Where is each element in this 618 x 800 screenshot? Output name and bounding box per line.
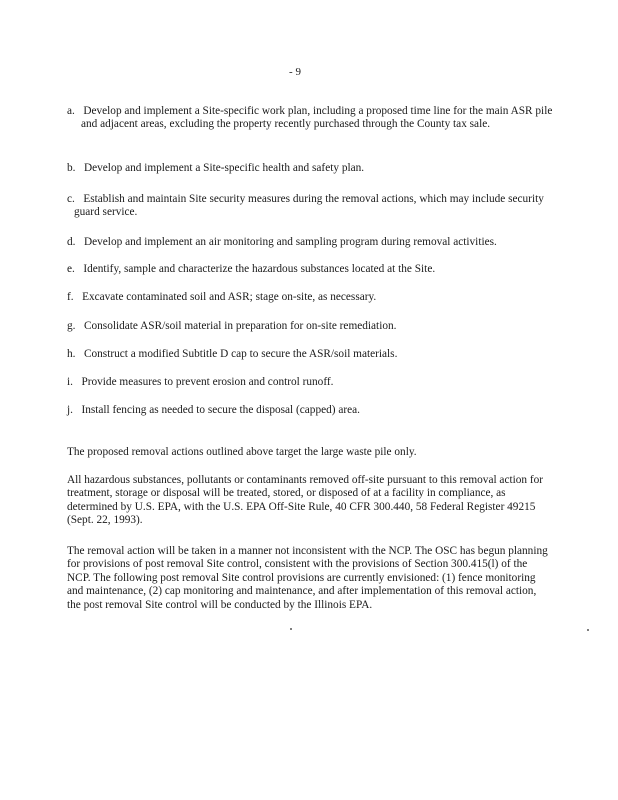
list-item-text: Consolidate ASR/soil material in preparation for on-site remediation.: [83, 320, 397, 332]
list-item-d: [67, 236, 552, 249]
list-item-g: [67, 320, 552, 333]
page-number: - 9: [289, 66, 301, 78]
list-marker: g.: [67, 320, 76, 332]
list-marker: i.: [67, 376, 73, 388]
list-item-text: Develop and implement a Site-specific health and safety plan.: [83, 162, 365, 174]
paragraph-site-control: The removal action will be taken in a manner not inconsistent with the NCP. The OSC has begun planning for provisions of post removal Site control, consistent with the provisions of Section 300.415(l) of the NCP. The following post removal Site control provisions are currently envisioned: (1) fence monitoring and maintenance, (2) cap monitoring and maintenance, and after implementation of this removal action, the post removal Site control will be conducted by the Illinois EPA.: [67, 545, 548, 611]
list-marker: e.: [67, 263, 75, 275]
list-item-text: Identify, sample and characterize the hazardous substances located at the Site.: [83, 263, 436, 275]
list-item-text: Provide measures to prevent erosion and control runoff.: [81, 376, 334, 388]
list-item-text: Excavate contaminated soil and ASR; stage on-site, as necessary.: [82, 291, 377, 303]
list-item-text: Develop and implement a Site-specific work plan, including a proposed time line for the main ASR pile and adjacent areas, excluding the property recently purchased through the County tax sale.: [81, 105, 553, 131]
list-item-h: [67, 348, 552, 361]
paragraph-offsite-rule: All hazardous substances, pollutants or contaminants removed off-site pursuant to this removal action for treatment, storage or disposal will be treated, stored, or disposed of at a facility in compliance, as determined by U.S. EPA, with the U.S. EPA Off-Site Rule, 40 CFR 300.440, 58 Federal Register 49215 (Sept. 22, 1993).: [67, 474, 544, 527]
list-item-i: [67, 376, 552, 389]
scan-speck: [587, 629, 589, 631]
list-marker: d.: [67, 236, 76, 248]
list-item-text: Establish and maintain Site security measures during the removal actions, which may include security guard service.: [74, 193, 544, 219]
list-marker: f.: [67, 291, 74, 303]
list-item-text: Install fencing as needed to secure the disposal (capped) area.: [81, 404, 360, 416]
paragraph-scope: The proposed removal actions outlined above target the large waste pile only.: [67, 446, 417, 458]
list-item-text: Develop and implement an air monitoring and sampling program during removal activities.: [83, 236, 497, 248]
list-item-f: [67, 291, 552, 304]
list-item-j: [67, 404, 552, 417]
list-item-e: [67, 263, 552, 276]
list-item-text: Construct a modified Subtitle D cap to secure the ASR/soil materials.: [83, 348, 398, 360]
list-marker: a.: [67, 105, 75, 117]
list-item-a: [67, 105, 566, 132]
list-item-b: [67, 162, 552, 175]
scan-speck: [290, 628, 292, 630]
list-marker: h.: [67, 348, 76, 360]
list-marker: b.: [67, 162, 76, 174]
list-marker: c.: [67, 193, 75, 205]
list-item-c: [67, 193, 559, 220]
list-marker: j.: [67, 404, 73, 416]
